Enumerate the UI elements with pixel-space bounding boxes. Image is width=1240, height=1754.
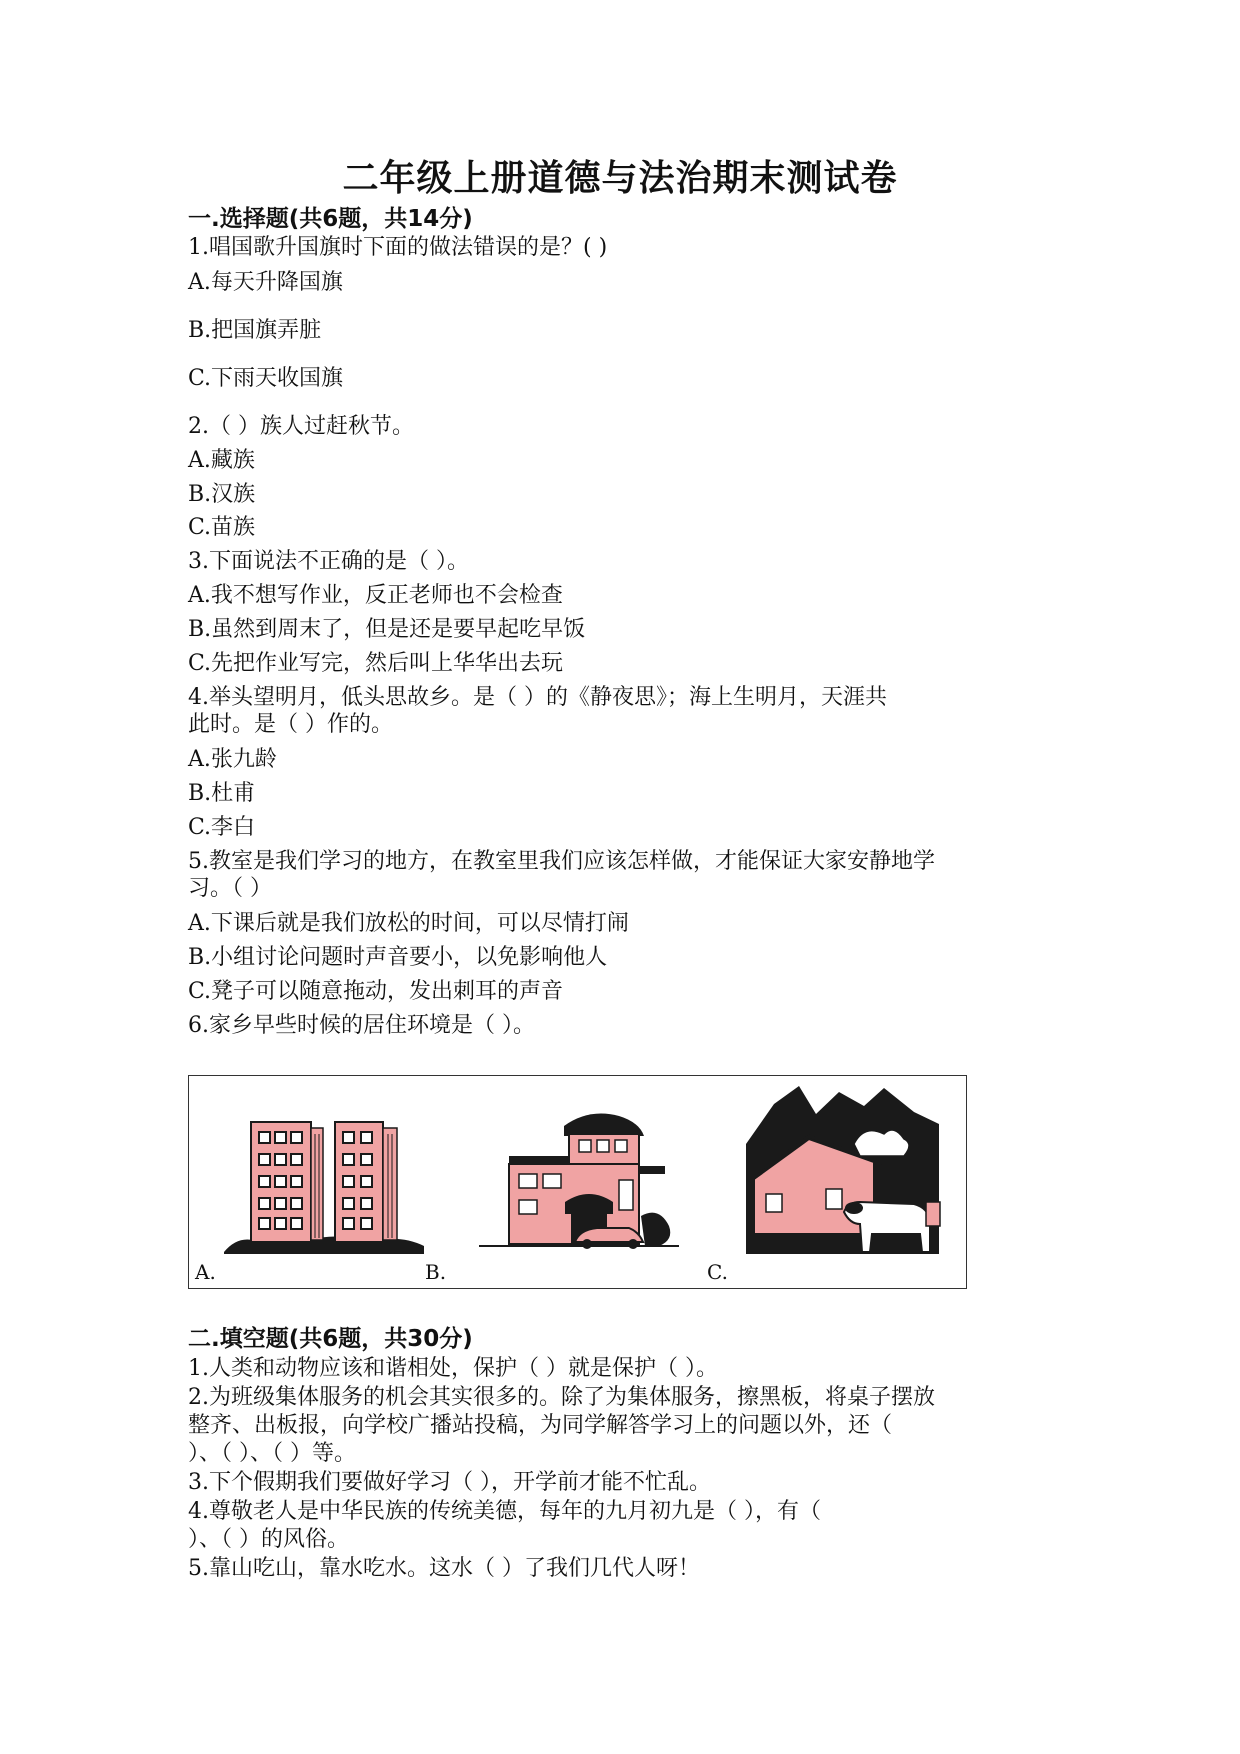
q2-option-b: B.汉族	[188, 482, 256, 507]
fill-q2-line1: 2.为班级集体服务的机会其实很多的。除了为集体服务，擦黑板，将桌子摆放	[188, 1385, 935, 1410]
q4-option-b: B.杜甫	[188, 781, 256, 806]
q3-option-a: A.我不想写作业，反正老师也不会检查	[188, 583, 563, 608]
fill-q2-line2: 整齐、出板报，向学校广播站投稿，为同学解答学习上的问题以外，还（	[188, 1413, 893, 1438]
fill-q5: 5.靠山吃山，靠水吃水。这水（ ）了我们几代人呀！	[188, 1556, 700, 1581]
q4-option-a: A.张九龄	[188, 747, 277, 772]
apartment-buildings-icon	[219, 1114, 429, 1259]
section-heading-choice: 一.选择题(共6题，共14分)	[188, 206, 473, 232]
page-title: 二年级上册道德与法治期末测试卷	[342, 158, 898, 199]
q2-option-c: C.苗族	[188, 515, 256, 540]
q2-stem: 2.（ ）族人过赶秋节。	[188, 414, 414, 439]
q5-option-c: C.凳子可以随意拖动，发出刺耳的声音	[188, 979, 564, 1004]
q1-option-a: A.每天升降国旗	[188, 270, 343, 295]
q6-stem: 6.家乡早些时候的居住环境是（ ）。	[188, 1013, 535, 1038]
fill-q1: 1.人类和动物应该和谐相处，保护（ ）就是保护（ ）。	[188, 1356, 718, 1381]
q5-option-a: A.下课后就是我们放松的时间，可以尽情打闹	[188, 911, 629, 936]
figure-label-b: B.	[425, 1260, 447, 1284]
q6-figure	[188, 1075, 967, 1289]
fill-q2-line3: ）、（ ）、（ ）等。	[188, 1441, 356, 1466]
q2-option-a: A.藏族	[188, 448, 255, 473]
villa-house-icon	[479, 1106, 679, 1256]
q5-option-b: B.小组讨论问题时声音要小，以免影响他人	[188, 945, 608, 970]
q4-stem-line1: 4.举头望明月，低头思故乡。是（ ）的《静夜思》；海上生明月，天涯共	[188, 685, 887, 710]
q3-option-c: C.先把作业写完，然后叫上华华出去玩	[188, 651, 564, 676]
q3-stem: 3.下面说法不正确的是（ ）。	[188, 549, 469, 574]
fill-q3: 3.下个假期我们要做好学习（ ），开学前才能不忙乱。	[188, 1470, 711, 1495]
rural-house-with-cow-icon	[744, 1084, 944, 1259]
q4-stem-line2: 此时。是（ ）作的。	[188, 712, 393, 737]
q1-stem: 1.唱国歌升国旗时下面的做法错误的是？( )	[188, 235, 608, 260]
q5-stem-line2: 习。（ ）	[188, 876, 272, 901]
figure-label-a: A.	[195, 1260, 216, 1284]
q4-option-c: C.李白	[188, 815, 256, 840]
q5-stem-line1: 5.教室是我们学习的地方，在教室里我们应该怎样做，才能保证大家安静地学	[188, 849, 935, 874]
q1-option-b: B.把国旗弄脏	[188, 318, 322, 343]
q1-option-c: C.下雨天收国旗	[188, 366, 344, 391]
figure-label-c: C.	[707, 1260, 728, 1284]
fill-q4-line1: 4.尊敬老人是中华民族的传统美德，每年的九月初九是（ ），有（	[188, 1499, 821, 1524]
fill-q4-line2: ）、（ ）的风俗。	[188, 1527, 349, 1552]
q3-option-b: B.虽然到周末了，但是还是要早起吃早饭	[188, 617, 586, 642]
section-heading-fill: 二.填空题(共6题，共30分)	[188, 1326, 473, 1352]
